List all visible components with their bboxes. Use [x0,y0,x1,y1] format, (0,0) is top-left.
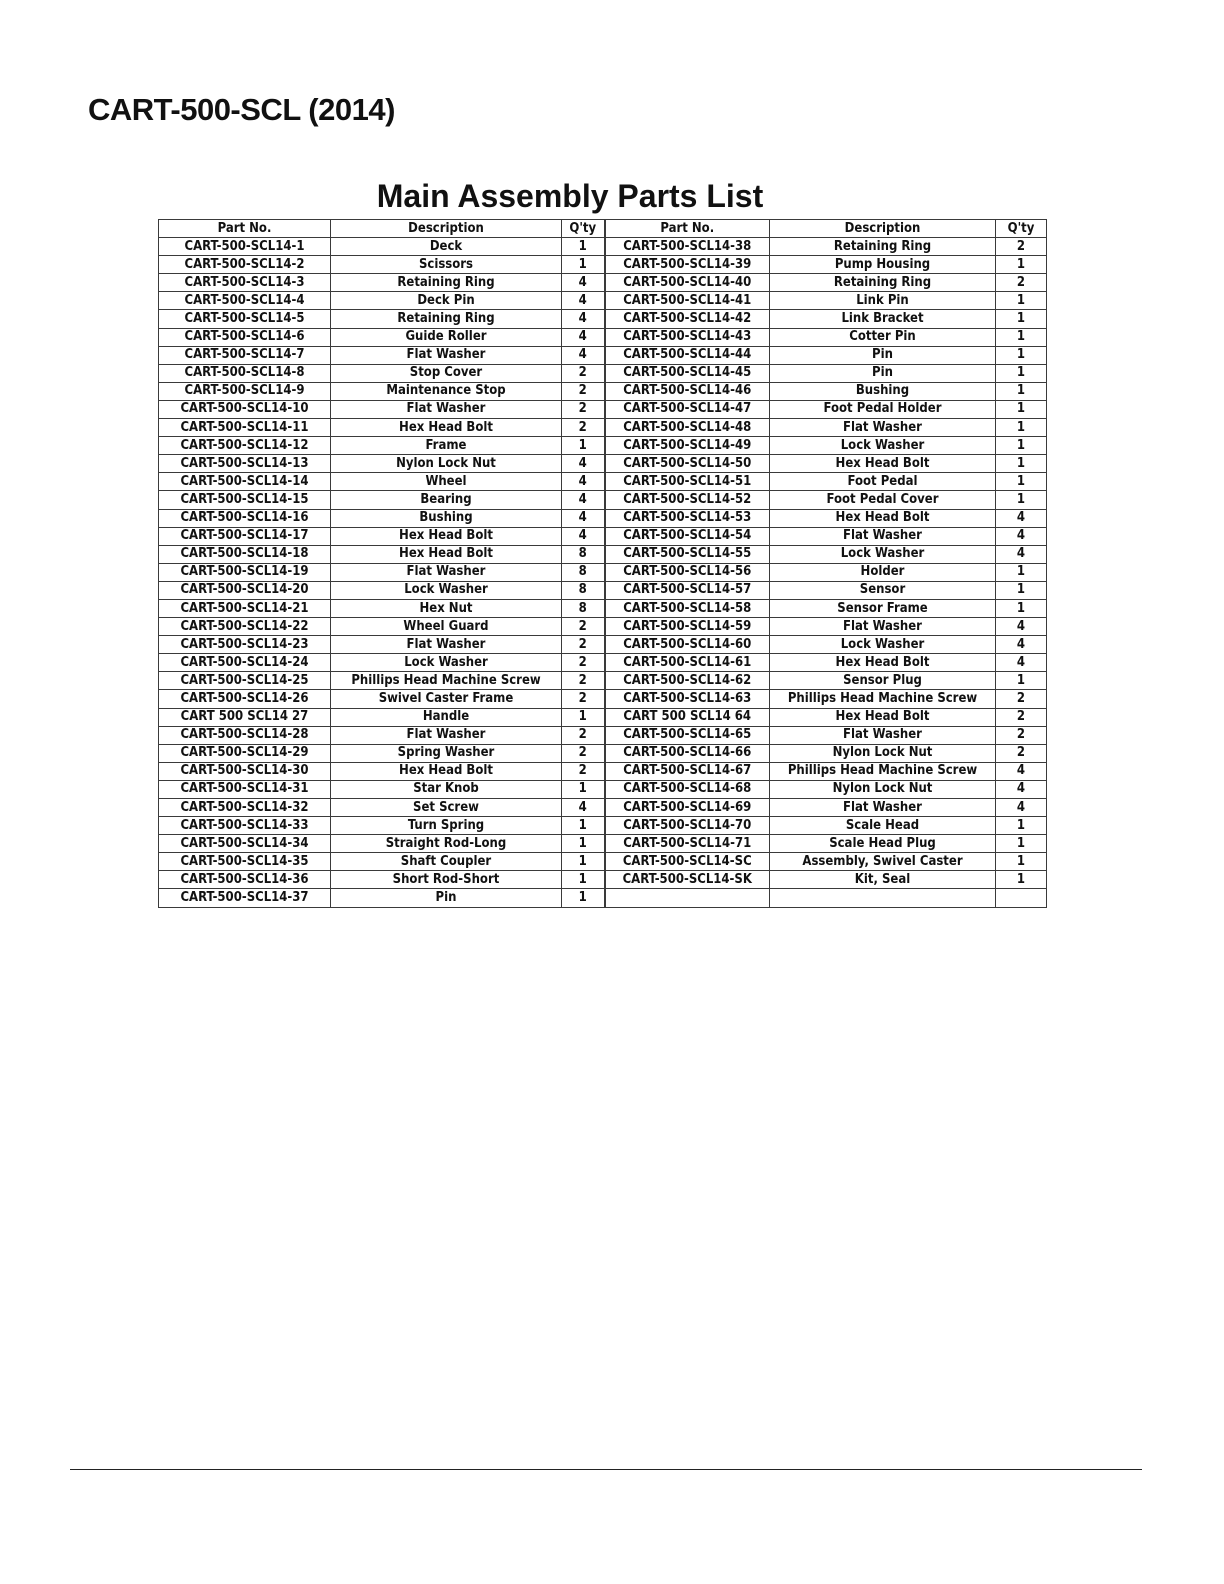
part-no-cell: CART-500-SCL14-20 [159,581,331,599]
part-no-cell: CART-500-SCL14-70 [605,817,770,835]
table-row [159,491,1047,509]
qty-cell: 4 [562,455,605,473]
description-cell: Link Pin [770,292,996,310]
table-row [159,256,1047,274]
qty-cell: 1 [562,853,605,871]
qty-cell: 1 [996,437,1047,455]
description-cell: Foot Pedal [770,473,996,491]
table-row [159,871,1047,889]
table-row [159,780,1047,798]
part-no-cell [605,889,770,907]
part-no-cell: CART-500-SCL14-54 [605,527,770,545]
part-no-cell: CART-500-SCL14-62 [605,672,770,690]
qty-cell: 4 [996,654,1047,672]
table-row [159,274,1047,292]
qty-cell: 1 [996,400,1047,418]
part-no-cell: CART-500-SCL14-16 [159,509,331,527]
qty-cell: 4 [996,636,1047,654]
header-part-no-left: Part No. [159,220,331,238]
qty-cell: 4 [562,509,605,527]
qty-cell: 4 [996,780,1047,798]
qty-cell: 1 [996,419,1047,437]
description-cell: Phillips Head Machine Screw [770,690,996,708]
part-no-cell: CART-500-SCL14-32 [159,799,331,817]
part-no-cell: CART 500 SCL14 64 [605,708,770,726]
description-cell: Cotter Pin [770,328,996,346]
part-no-cell: CART-500-SCL14-25 [159,672,331,690]
description-cell: Guide Roller [331,328,562,346]
qty-cell: 2 [562,762,605,780]
part-no-cell: CART-500-SCL14-44 [605,346,770,364]
part-no-cell: CART-500-SCL14-30 [159,762,331,780]
description-cell: Deck Pin [331,292,562,310]
description-cell: Hex Head Bolt [770,509,996,527]
qty-cell: 8 [562,599,605,617]
qty-cell: 2 [996,690,1047,708]
part-no-cell: CART-500-SCL14-10 [159,400,331,418]
qty-cell: 1 [996,581,1047,599]
header-qty-left: Q'ty [562,220,605,238]
qty-cell: 1 [562,708,605,726]
part-no-cell: CART-500-SCL14-23 [159,636,331,654]
table-row [159,563,1047,581]
qty-cell: 4 [996,509,1047,527]
description-cell: Straight Rod-Long [331,835,562,853]
table-row [159,581,1047,599]
description-cell: Sensor Plug [770,672,996,690]
description-cell: Flat Washer [770,618,996,636]
description-cell: Pin [770,346,996,364]
description-cell: Frame [331,437,562,455]
description-cell: Hex Head Bolt [770,654,996,672]
part-no-cell: CART-500-SCL14-4 [159,292,331,310]
table-row [159,636,1047,654]
description-cell: Star Knob [331,780,562,798]
table-row [159,545,1047,563]
description-cell: Hex Head Bolt [331,762,562,780]
qty-cell: 4 [562,799,605,817]
description-cell: Lock Washer [770,636,996,654]
description-cell: Retaining Ring [331,310,562,328]
qty-cell: 2 [562,364,605,382]
table-row [159,292,1047,310]
part-no-cell: CART-500-SCL14-56 [605,563,770,581]
description-cell: Retaining Ring [770,238,996,256]
qty-cell: 4 [562,346,605,364]
description-cell: Hex Head Bolt [331,527,562,545]
part-no-cell: CART-500-SCL14-42 [605,310,770,328]
description-cell: Kit, Seal [770,871,996,889]
part-no-cell: CART-500-SCL14-43 [605,328,770,346]
part-no-cell: CART-500-SCL14-35 [159,853,331,871]
table-row [159,437,1047,455]
qty-cell: 1 [996,672,1047,690]
part-no-cell: CART-500-SCL14-47 [605,400,770,418]
footer-rule [70,1469,1142,1470]
qty-cell: 2 [996,274,1047,292]
table-row [159,238,1047,256]
part-no-cell: CART-500-SCL14-3 [159,274,331,292]
part-no-cell: CART-500-SCL14-29 [159,744,331,762]
description-cell: Turn Spring [331,817,562,835]
table-row [159,853,1047,871]
table-row [159,690,1047,708]
header-description-left: Description [331,220,562,238]
part-no-cell: CART-500-SCL14-33 [159,817,331,835]
description-cell: Stop Cover [331,364,562,382]
part-no-cell: CART-500-SCL14-37 [159,889,331,907]
qty-cell: 2 [996,708,1047,726]
parts-list-title: Main Assembly Parts List [376,178,764,214]
description-cell: Bearing [331,491,562,509]
description-cell: Nylon Lock Nut [770,780,996,798]
qty-cell: 1 [562,780,605,798]
part-no-cell: CART-500-SCL14-61 [605,654,770,672]
qty-cell: 1 [996,455,1047,473]
description-cell: Pump Housing [770,256,996,274]
part-no-cell: CART-500-SCL14-51 [605,473,770,491]
description-cell: Phillips Head Machine Screw [331,672,562,690]
parts-table [158,219,1047,908]
table-row [159,310,1047,328]
table-row [159,835,1047,853]
description-cell: Swivel Caster Frame [331,690,562,708]
description-cell: Hex Nut [331,599,562,617]
description-cell: Flat Washer [331,563,562,581]
part-no-cell: CART-500-SCL14-1 [159,238,331,256]
parts-table-body [159,238,1047,907]
qty-cell: 4 [996,545,1047,563]
table-row [159,346,1047,364]
qty-cell: 1 [996,310,1047,328]
qty-cell: 1 [562,871,605,889]
qty-cell: 4 [562,292,605,310]
description-cell [770,889,996,907]
qty-cell: 1 [996,835,1047,853]
part-no-cell: CART-500-SCL14-39 [605,256,770,274]
qty-cell: 2 [562,382,605,400]
description-cell: Wheel [331,473,562,491]
description-cell: Flat Washer [770,726,996,744]
part-no-cell: CART-500-SCL14-8 [159,364,331,382]
qty-cell: 4 [996,762,1047,780]
header-qty-right: Q'ty [996,220,1047,238]
description-cell: Bushing [331,509,562,527]
qty-cell: 2 [562,654,605,672]
part-no-cell: CART-500-SCL14-60 [605,636,770,654]
qty-cell: 1 [996,871,1047,889]
qty-cell: 1 [996,491,1047,509]
table-row [159,473,1047,491]
part-no-cell: CART 500 SCL14 27 [159,708,331,726]
description-cell: Scale Head [770,817,996,835]
description-cell: Scale Head Plug [770,835,996,853]
part-no-cell: CART-500-SCL14-SC [605,853,770,871]
description-cell: Sensor Frame [770,599,996,617]
part-no-cell: CART-500-SCL14-21 [159,599,331,617]
part-no-cell: CART-500-SCL14-45 [605,364,770,382]
header-description-right: Description [770,220,996,238]
part-no-cell: CART-500-SCL14-68 [605,780,770,798]
part-no-cell: CART-500-SCL14-31 [159,780,331,798]
table-row [159,455,1047,473]
part-no-cell: CART-500-SCL14-53 [605,509,770,527]
part-no-cell: CART-500-SCL14-57 [605,581,770,599]
qty-cell: 8 [562,581,605,599]
qty-cell: 4 [562,310,605,328]
table-row [159,654,1047,672]
description-cell: Set Screw [331,799,562,817]
qty-cell: 1 [562,437,605,455]
description-cell: Hex Head Bolt [770,455,996,473]
description-cell: Short Rod-Short [331,871,562,889]
description-cell: Lock Washer [770,545,996,563]
part-no-cell: CART-500-SCL14-9 [159,382,331,400]
qty-cell: 1 [562,835,605,853]
description-cell: Maintenance Stop [331,382,562,400]
description-cell: Flat Washer [331,726,562,744]
part-no-cell: CART-500-SCL14-26 [159,690,331,708]
qty-cell: 1 [996,256,1047,274]
description-cell: Flat Washer [770,799,996,817]
qty-cell: 2 [562,672,605,690]
qty-cell: 1 [996,473,1047,491]
qty-cell: 2 [562,726,605,744]
part-no-cell: CART-500-SCL14-50 [605,455,770,473]
qty-cell: 1 [996,853,1047,871]
part-no-cell: CART-500-SCL14-55 [605,545,770,563]
qty-cell: 1 [562,238,605,256]
qty-cell: 1 [996,563,1047,581]
description-cell: Foot Pedal Cover [770,491,996,509]
part-no-cell: CART-500-SCL14-38 [605,238,770,256]
document-title: CART-500-SCL (2014) [88,92,395,127]
qty-cell: 1 [996,346,1047,364]
table-row [159,817,1047,835]
description-cell: Flat Washer [331,400,562,418]
table-row [159,599,1047,617]
part-no-cell: CART-500-SCL14-63 [605,690,770,708]
table-row [159,364,1047,382]
description-cell: Assembly, Swivel Caster [770,853,996,871]
qty-cell [996,889,1047,907]
table-row [159,744,1047,762]
description-cell: Phillips Head Machine Screw [770,762,996,780]
part-no-cell: CART-500-SCL14-5 [159,310,331,328]
qty-cell: 4 [996,527,1047,545]
qty-cell: 1 [996,599,1047,617]
qty-cell: 4 [562,473,605,491]
description-cell: Bushing [770,382,996,400]
qty-cell: 1 [562,817,605,835]
description-cell: Pin [770,364,996,382]
description-cell: Wheel Guard [331,618,562,636]
description-cell: Shaft Coupler [331,853,562,871]
description-cell: Foot Pedal Holder [770,400,996,418]
qty-cell: 1 [996,817,1047,835]
description-cell: Flat Washer [331,346,562,364]
description-cell: Nylon Lock Nut [331,455,562,473]
description-cell: Holder [770,563,996,581]
description-cell: Deck [331,238,562,256]
qty-cell: 4 [996,799,1047,817]
qty-cell: 8 [562,545,605,563]
table-row [159,889,1047,907]
description-cell: Scissors [331,256,562,274]
table-row [159,509,1047,527]
qty-cell: 2 [562,419,605,437]
part-no-cell: CART-500-SCL14-15 [159,491,331,509]
description-cell: Pin [331,889,562,907]
part-no-cell: CART-500-SCL14-11 [159,419,331,437]
part-no-cell: CART-500-SCL14-36 [159,871,331,889]
table-row [159,672,1047,690]
part-no-cell: CART-500-SCL14-22 [159,618,331,636]
qty-cell: 8 [562,563,605,581]
description-cell: Flat Washer [331,636,562,654]
table-row [159,328,1047,346]
description-cell: Spring Washer [331,744,562,762]
qty-cell: 2 [562,690,605,708]
description-cell: Link Bracket [770,310,996,328]
part-no-cell: CART-500-SCL14-41 [605,292,770,310]
qty-cell: 1 [996,292,1047,310]
qty-cell: 2 [562,618,605,636]
qty-cell: 1 [996,328,1047,346]
qty-cell: 2 [562,636,605,654]
part-no-cell: CART-500-SCL14-67 [605,762,770,780]
table-row [159,708,1047,726]
qty-cell: 2 [562,744,605,762]
qty-cell: 1 [996,382,1047,400]
part-no-cell: CART-500-SCL14-71 [605,835,770,853]
part-no-cell: CART-500-SCL14-19 [159,563,331,581]
qty-cell: 4 [562,527,605,545]
description-cell: Flat Washer [770,419,996,437]
part-no-cell: CART-500-SCL14-49 [605,437,770,455]
header-part-no-right: Part No. [605,220,770,238]
description-cell: Hex Head Bolt [331,419,562,437]
part-no-cell: CART-500-SCL14-52 [605,491,770,509]
part-no-cell: CART-500-SCL14-59 [605,618,770,636]
description-cell: Lock Washer [331,654,562,672]
part-no-cell: CART-500-SCL14-SK [605,871,770,889]
part-no-cell: CART-500-SCL14-13 [159,455,331,473]
table-row [159,618,1047,636]
part-no-cell: CART-500-SCL14-40 [605,274,770,292]
table-row [159,762,1047,780]
description-cell: Sensor [770,581,996,599]
description-cell: Lock Washer [770,437,996,455]
qty-cell: 4 [562,328,605,346]
table-row [159,400,1047,418]
part-no-cell: CART-500-SCL14-34 [159,835,331,853]
description-cell: Lock Washer [331,581,562,599]
table-header-row [159,220,1047,238]
description-cell: Retaining Ring [770,274,996,292]
description-cell: Nylon Lock Nut [770,744,996,762]
part-no-cell: CART-500-SCL14-48 [605,419,770,437]
part-no-cell: CART-500-SCL14-65 [605,726,770,744]
description-cell: Handle [331,708,562,726]
description-cell: Retaining Ring [331,274,562,292]
qty-cell: 4 [562,274,605,292]
qty-cell: 2 [996,238,1047,256]
qty-cell: 1 [562,889,605,907]
table-row [159,726,1047,744]
part-no-cell: CART-500-SCL14-2 [159,256,331,274]
part-no-cell: CART-500-SCL14-12 [159,437,331,455]
description-cell: Hex Head Bolt [331,545,562,563]
qty-cell: 1 [562,256,605,274]
part-no-cell: CART-500-SCL14-14 [159,473,331,491]
table-row [159,527,1047,545]
qty-cell: 2 [996,726,1047,744]
part-no-cell: CART-500-SCL14-7 [159,346,331,364]
part-no-cell: CART-500-SCL14-66 [605,744,770,762]
part-no-cell: CART-500-SCL14-69 [605,799,770,817]
table-row [159,799,1047,817]
part-no-cell: CART-500-SCL14-46 [605,382,770,400]
qty-cell: 4 [996,618,1047,636]
qty-cell: 2 [996,744,1047,762]
qty-cell: 1 [996,364,1047,382]
part-no-cell: CART-500-SCL14-24 [159,654,331,672]
qty-cell: 4 [562,491,605,509]
description-cell: Hex Head Bolt [770,708,996,726]
part-no-cell: CART-500-SCL14-17 [159,527,331,545]
part-no-cell: CART-500-SCL14-18 [159,545,331,563]
table-row [159,419,1047,437]
table-row [159,382,1047,400]
qty-cell: 2 [562,400,605,418]
part-no-cell: CART-500-SCL14-28 [159,726,331,744]
part-no-cell: CART-500-SCL14-58 [605,599,770,617]
description-cell: Flat Washer [770,527,996,545]
part-no-cell: CART-500-SCL14-6 [159,328,331,346]
